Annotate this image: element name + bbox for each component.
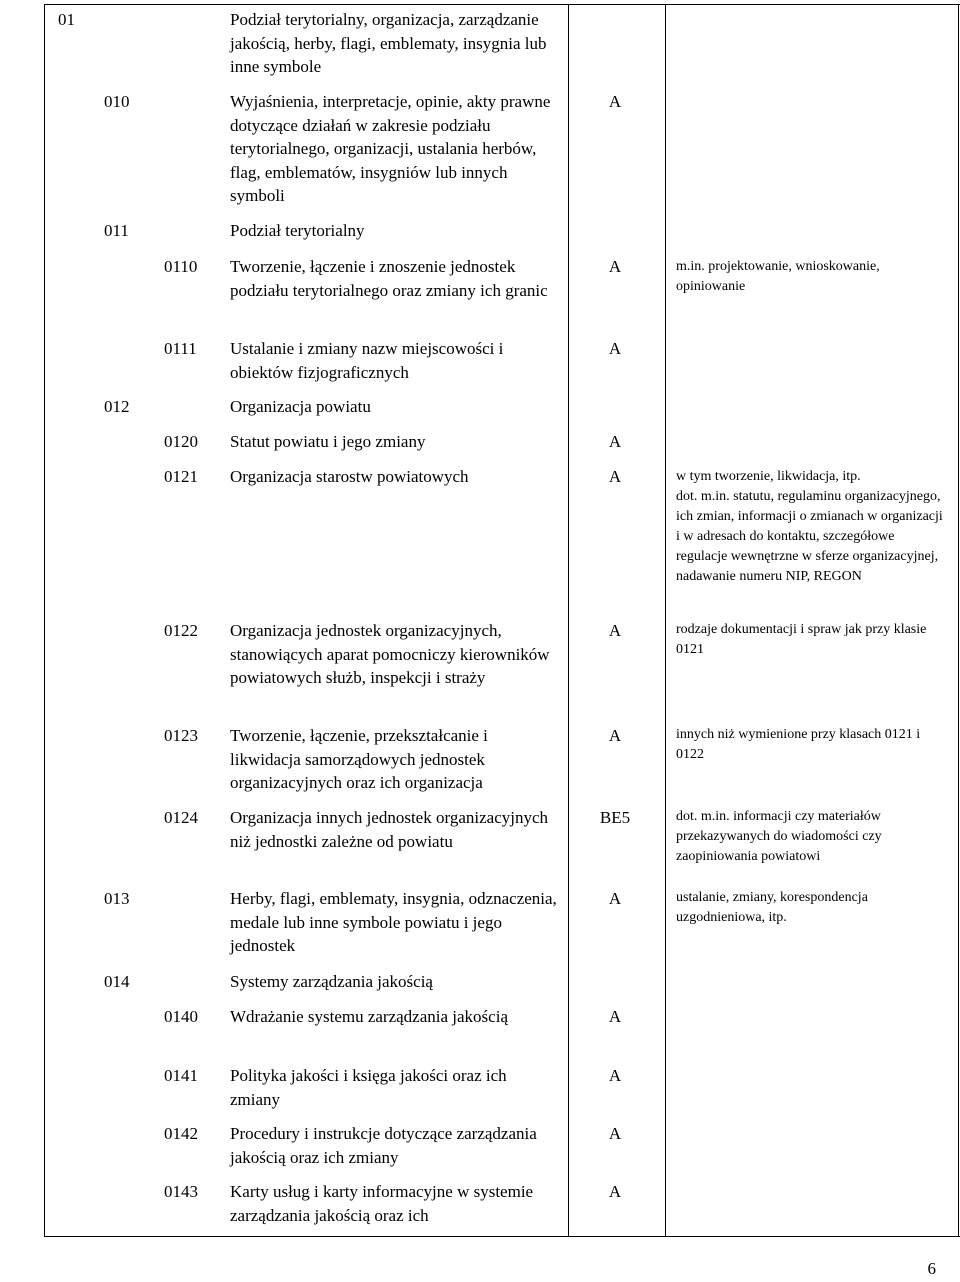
class-note: w tym tworzenie, likwidacja, itp. dot. m.in. statutu, regulaminu organizacyjnego, ich zmian, informacji o zmianach w organizacji i w adresach do kontaktu, szczegółowe regulacje wewnętrzne w sferze organizacyjnej, nadawanie numeru NIP, REGON bbox=[676, 469, 943, 584]
class-title: Karty usług i karty informacyjne w systemie zarządzania jakością oraz ich bbox=[230, 1182, 534, 1225]
table-top-border bbox=[44, 4, 960, 5]
class-code: 013 bbox=[104, 889, 130, 908]
class-code: 0110 bbox=[164, 257, 198, 276]
archival-category: BE5 bbox=[599, 808, 631, 827]
archival-category: A bbox=[608, 339, 622, 358]
archival-category: A bbox=[608, 1066, 622, 1085]
class-code: 0141 bbox=[164, 1066, 198, 1085]
class-title: Wyjaśnienia, interpretacje, opinie, akty prawne dotyczące działań w zakresie podziału terytorialnego, organizacji, ustalania herbów, flag, emblematów, insygniów lub innych symboli bbox=[230, 92, 551, 205]
archival-category: A bbox=[608, 889, 622, 908]
class-title: Polityka jakości i księga jakości oraz ich zmiany bbox=[230, 1066, 507, 1109]
class-title: Organizacja powiatu bbox=[230, 397, 371, 416]
class-title: Podział terytorialny bbox=[230, 221, 365, 240]
archival-category: A bbox=[608, 621, 622, 640]
class-code: 0111 bbox=[164, 339, 197, 358]
class-title: Tworzenie, łączenie i znoszenie jednostek podziału terytorialnego oraz zmiany ich granic bbox=[230, 257, 548, 300]
archival-category: A bbox=[608, 726, 622, 745]
class-note: ustalanie, zmiany, korespondencja uzgodnieniowa, itp. bbox=[676, 890, 868, 925]
class-title: Herby, flagi, emblematy, insygnia, odznaczenia, medale lub inne symbole powiatu i jego jednostek bbox=[230, 889, 557, 955]
class-code: 010 bbox=[104, 92, 130, 111]
archival-category: A bbox=[608, 1007, 622, 1026]
class-code: 0121 bbox=[164, 467, 198, 486]
class-note: innych niż wymienione przy klasach 0121 i 0122 bbox=[676, 727, 921, 762]
page-number: 6 bbox=[927, 1259, 936, 1278]
table-left-border bbox=[44, 4, 45, 1237]
column-divider-title bbox=[568, 4, 569, 1237]
class-note: m.in. projektowanie, wnioskowanie, opiniowanie bbox=[676, 259, 880, 294]
class-title: Organizacja innych jednostek organizacyjnych niż jednostki zależne od powiatu bbox=[230, 808, 549, 851]
column-divider-category bbox=[665, 4, 666, 1237]
archival-category: A bbox=[608, 1182, 622, 1201]
class-code: 0123 bbox=[164, 726, 198, 745]
class-note: dot. m.in. informacji czy materiałów przekazywanych do wiadomości czy zaopiniowania powiatowi bbox=[676, 809, 882, 864]
class-title: Wdrażanie systemu zarządzania jakością bbox=[230, 1007, 508, 1026]
class-note: rodzaje dokumentacji i spraw jak przy klasie 0121 bbox=[676, 622, 927, 657]
class-title: Systemy zarządzania jakością bbox=[230, 972, 433, 991]
class-code: 0143 bbox=[164, 1182, 198, 1201]
class-title: Procedury i instrukcje dotyczące zarządzania jakością oraz ich zmiany bbox=[230, 1124, 537, 1167]
class-title: Ustalanie i zmiany nazw miejscowości i obiektów fizjograficznych bbox=[230, 339, 504, 382]
class-title: Podział terytorialny, organizacja, zarządzanie jakością, herby, flagi, emblematy, insygnia lub inne symbole bbox=[230, 10, 547, 76]
class-code: 0140 bbox=[164, 1007, 198, 1026]
class-code: 012 bbox=[104, 397, 130, 416]
class-code: 0120 bbox=[164, 432, 198, 451]
class-code: 0142 bbox=[164, 1124, 198, 1143]
class-code: 0124 bbox=[164, 808, 198, 827]
class-title: Organizacja starostw powiatowych bbox=[230, 467, 469, 486]
class-title: Tworzenie, łączenie, przekształcanie i likwidacja samorządowych jednostek organizacyjnych oraz ich organizacja bbox=[230, 726, 488, 792]
archival-category: A bbox=[608, 92, 622, 111]
table-bottom-border bbox=[44, 1236, 960, 1237]
archival-category: A bbox=[608, 1124, 622, 1143]
class-code: 014 bbox=[104, 972, 130, 991]
class-title: Statut powiatu i jego zmiany bbox=[230, 432, 426, 451]
class-title: Organizacja jednostek organizacyjnych, stanowiących aparat pomocniczy kierowników powiatowych służb, inspekcji i straży bbox=[230, 621, 550, 687]
archival-category: A bbox=[608, 257, 622, 276]
archival-category: A bbox=[608, 432, 622, 451]
class-code: 0122 bbox=[164, 621, 198, 640]
archival-category: A bbox=[608, 467, 622, 486]
class-code: 01 bbox=[58, 10, 75, 29]
class-code: 011 bbox=[104, 221, 129, 240]
table-right-border bbox=[958, 4, 959, 1237]
